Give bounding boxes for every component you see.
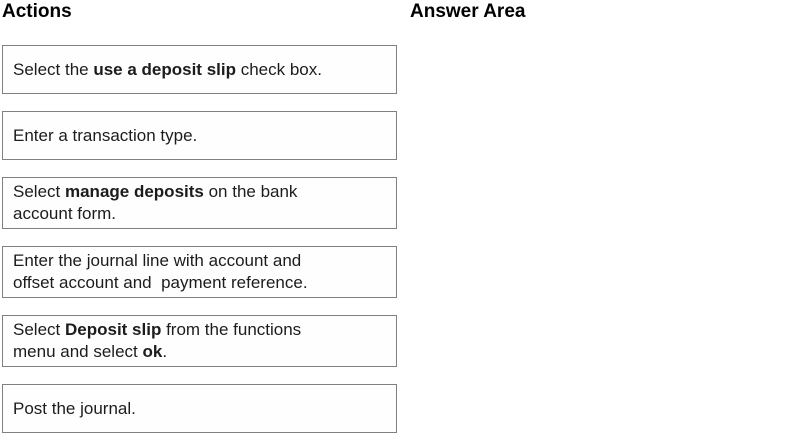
- action-item-text: Select manage deposits on the bank: [13, 182, 298, 201]
- action-item-select-use-deposit-slip-checkbox[interactable]: [2, 45, 397, 94]
- action-item-text: Select the use a deposit slip check box.: [13, 59, 322, 79]
- action-item-enter-journal-line[interactable]: [2, 246, 397, 298]
- action-item-text: account form.: [13, 204, 116, 223]
- actions-header: Actions: [2, 1, 72, 22]
- action-item-text: offset account and payment reference.: [13, 273, 308, 292]
- action-item-post-journal[interactable]: [2, 384, 397, 433]
- action-item-select-deposit-slip-from-functions-menu[interactable]: [2, 315, 397, 367]
- answer-area-column: [398, 0, 812, 440]
- action-item-text: Enter a transaction type.: [13, 125, 198, 145]
- action-item-text: Post the journal.: [13, 398, 136, 418]
- action-item-text: Enter the journal line with account and: [13, 251, 302, 270]
- action-item-enter-transaction-type[interactable]: [2, 111, 397, 160]
- action-item-select-manage-deposits[interactable]: [2, 177, 397, 229]
- answer-area-header: Answer Area: [410, 1, 526, 22]
- answer-area-dropzone[interactable]: [410, 45, 812, 440]
- action-item-text: Select Deposit slip from the functions: [13, 320, 302, 339]
- action-item-text: menu and select ok.: [13, 342, 168, 361]
- actions-column: [0, 0, 398, 440]
- actions-list: [2, 45, 398, 433]
